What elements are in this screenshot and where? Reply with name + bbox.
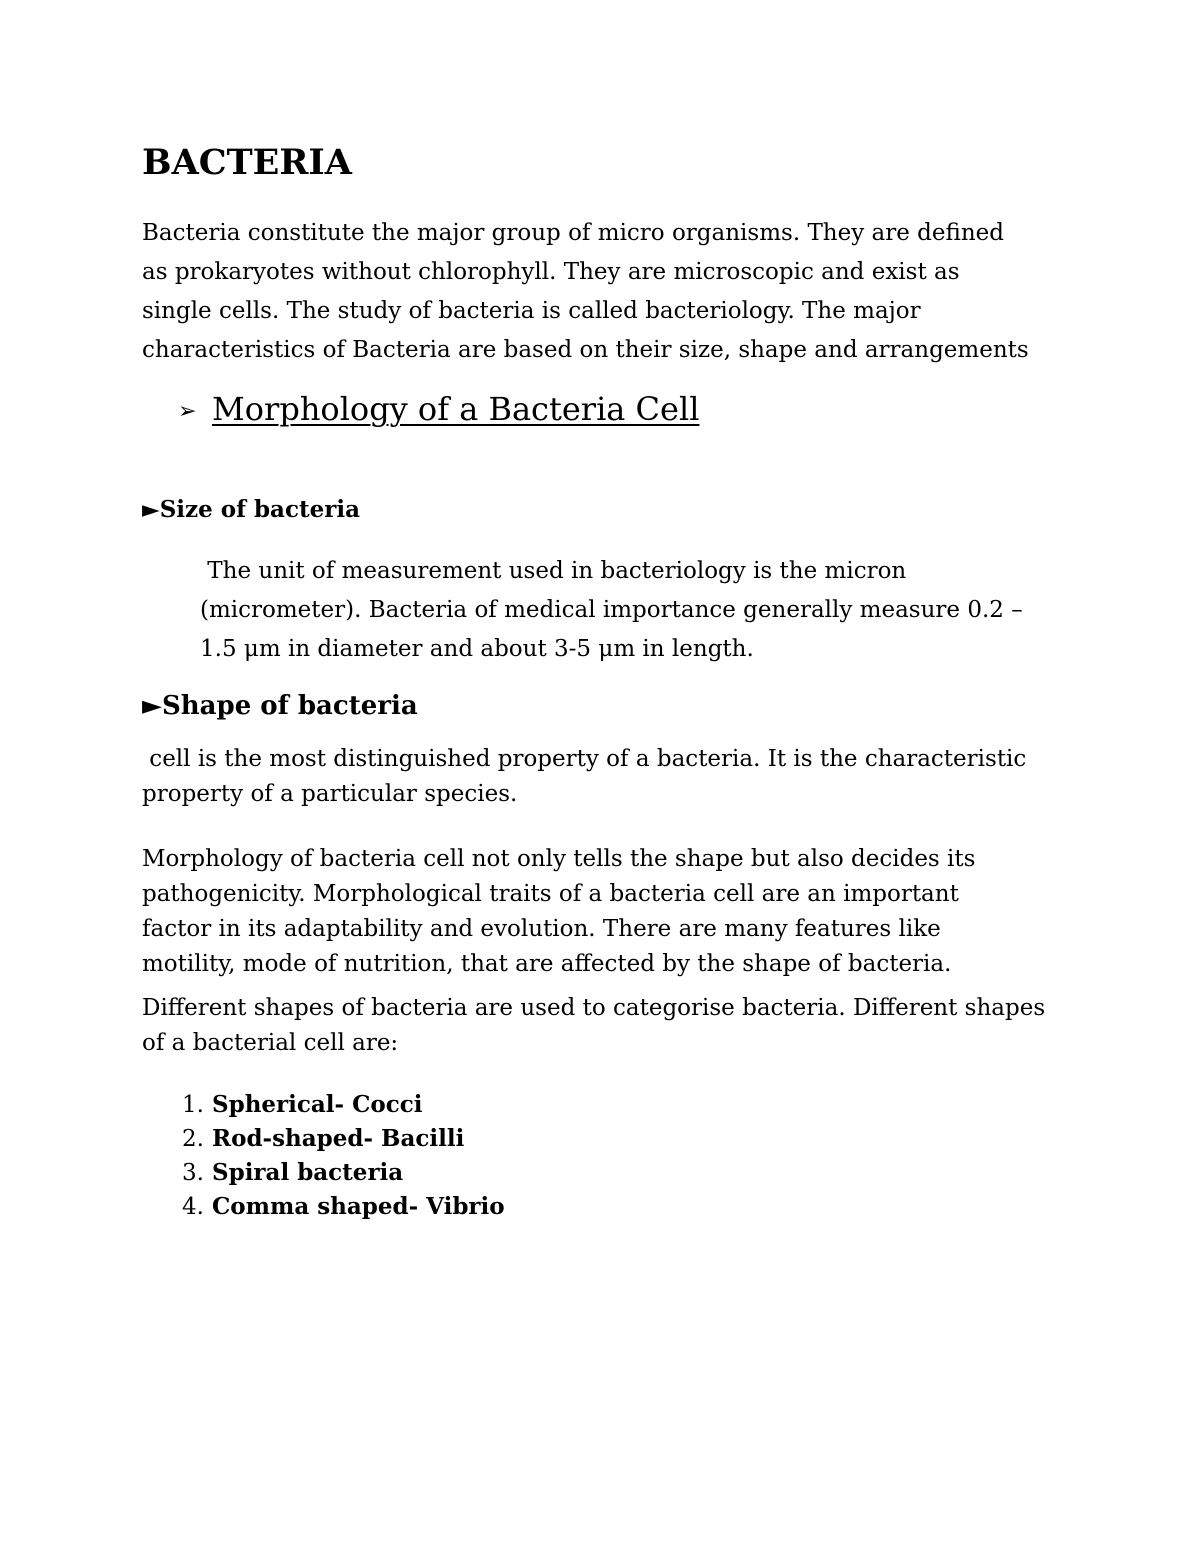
list-item-text: Rod-shaped- Bacilli: [212, 1125, 465, 1152]
shape-line: factor in its adaptability and evolution. There are many features like: [142, 916, 941, 942]
list-item: [142, 1156, 505, 1190]
size-heading: ►Size of bacteria: [142, 496, 360, 523]
size-line: (micrometer). Bacteria of medical importance generally measure 0.2 –: [200, 597, 1023, 623]
shape-paragraph-1: [142, 742, 1102, 812]
list-item: [142, 1122, 505, 1156]
shape-line: motility, mode of nutrition, that are affected by the shape of bacteria.: [142, 951, 952, 977]
size-paragraph: [200, 552, 1080, 669]
morphology-heading: [142, 390, 699, 428]
shape-paragraph-3: [142, 991, 1102, 1061]
shape-line: pathogenicity. Morphological traits of a bacteria cell are an important: [142, 881, 959, 907]
size-line: The unit of measurement used in bacteriology is the micron: [200, 558, 907, 584]
intro-paragraph: [142, 214, 1082, 370]
shape-line: of a bacterial cell are:: [142, 1030, 399, 1056]
list-item-text: Spiral bacteria: [212, 1159, 404, 1186]
shape-paragraph-2: [142, 842, 1102, 982]
list-number: 4.: [182, 1194, 204, 1220]
list-item-text: Comma shaped- Vibrio: [212, 1193, 505, 1220]
intro-line: characteristics of Bacteria are based on their size, shape and arrangements: [142, 337, 1029, 363]
intro-line: single cells. The study of bacteria is called bacteriology. The major: [142, 298, 921, 324]
list-number: 1.: [182, 1092, 204, 1118]
size-line: 1.5 μm in diameter and about 3-5 μm in length.: [200, 636, 754, 662]
document-title: BACTERIA: [142, 142, 352, 183]
list-item: [142, 1190, 505, 1224]
arrow-bullet-icon: ➢: [178, 399, 197, 424]
shape-line: Morphology of bacteria cell not only tells the shape but also decides its: [142, 846, 976, 872]
list-item: [142, 1088, 505, 1122]
list-number: 2.: [182, 1126, 204, 1152]
shape-heading: ►Shape of bacteria: [142, 691, 418, 721]
intro-line: Bacteria constitute the major group of micro organisms. They are defined: [142, 220, 1004, 246]
shape-line: cell is the most distinguished property of a bacteria. It is the characteristic: [142, 746, 1027, 772]
list-number: 3.: [182, 1160, 204, 1186]
shape-list: [142, 1088, 505, 1224]
shape-line: property of a particular species.: [142, 781, 518, 807]
shape-line: Different shapes of bacteria are used to categorise bacteria. Different shapes: [142, 995, 1046, 1021]
morphology-heading-label: Morphology of a Bacteria Cell: [212, 390, 700, 428]
intro-line: as prokaryotes without chlorophyll. They are microscopic and exist as: [142, 259, 960, 285]
list-item-text: Spherical- Cocci: [212, 1091, 423, 1118]
